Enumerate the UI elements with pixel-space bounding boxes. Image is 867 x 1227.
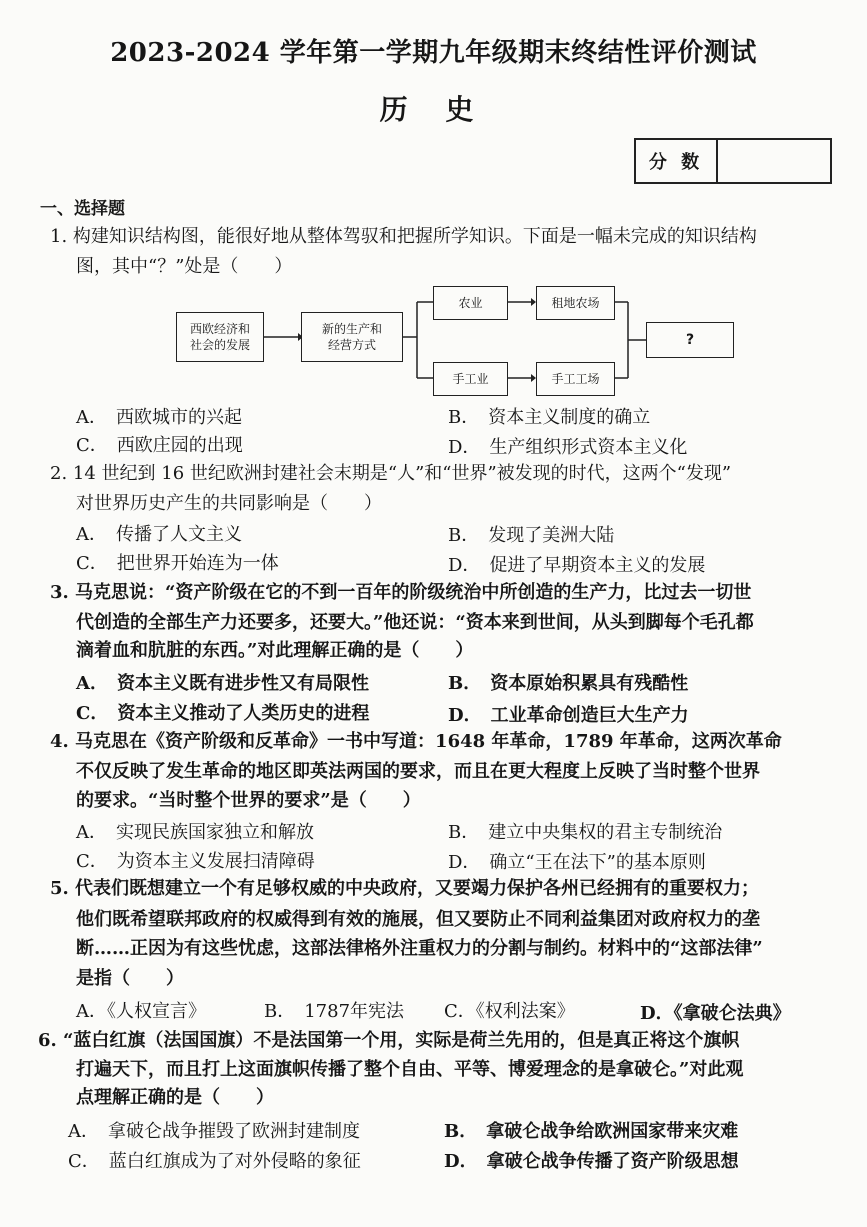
question-2-line-2: 对世界历史产生的共同影响是（ ） bbox=[76, 493, 382, 514]
q3-option-c[interactable]: C． 资本主义推动了人类历史的进程 bbox=[76, 703, 370, 724]
question-3-line-3: 滴着血和肮脏的东西。”对此理解正确的是（ ） bbox=[76, 640, 474, 661]
diagram-node-workshop: 手工工场 bbox=[536, 362, 615, 396]
diagram-node-tenant-farm: 租地农场 bbox=[536, 286, 615, 320]
diagram-node-production-line-1: 新的生产和 bbox=[321, 322, 382, 336]
question-6-line-3: 点理解正确的是（ ） bbox=[76, 1087, 274, 1108]
q5-option-a[interactable]: A．《人权宣言》 bbox=[76, 1001, 206, 1022]
q5-option-d[interactable]: D．《拿破仑法典》 bbox=[640, 1003, 791, 1024]
q1-option-a[interactable]: A． 西欧城市的兴起 bbox=[76, 407, 242, 428]
diagram-node-production-line-2: 经营方式 bbox=[327, 338, 376, 352]
question-4-line-2: 不仅反映了发生革命的地区即英法两国的要求，而且在更大程度上反映了当时整个世界 bbox=[76, 761, 760, 782]
q1-option-c[interactable]: C． 西欧庄园的出现 bbox=[76, 435, 243, 456]
q4-option-a[interactable]: A． 实现民族国家独立和解放 bbox=[76, 822, 314, 843]
q4-option-b[interactable]: B． 建立中央集权的君主专制统治 bbox=[448, 822, 723, 843]
diagram-node-economy bbox=[176, 312, 264, 362]
question-6-line-2: 打遍天下，而且打上这面旗帜传播了整个自由、平等、博爱理念的是拿破仑。”对此观 bbox=[76, 1059, 744, 1080]
diagram-node-unknown: ? bbox=[646, 322, 734, 358]
score-label: 分 数 bbox=[636, 140, 718, 182]
q6-option-b[interactable]: B． 拿破仑战争给欧洲国家带来灾难 bbox=[444, 1121, 739, 1142]
q2-option-a[interactable]: A． 传播了人文主义 bbox=[76, 524, 242, 545]
q5-option-b[interactable]: B． 1787年宪法 bbox=[264, 1001, 405, 1022]
q3-option-d[interactable]: D． 工业革命创造巨大生产力 bbox=[448, 705, 689, 726]
q6-option-c[interactable]: C． 蓝白红旗成为了对外侵略的象征 bbox=[68, 1151, 361, 1172]
diagram-node-handicraft: 手工业 bbox=[433, 362, 508, 396]
question-2-line-1: 2. 14 世纪到 16 世纪欧洲封建社会末期是“人”和“世界”被发现的时代，这两个“发现” bbox=[50, 463, 732, 484]
question-5-line-2: 他们既希望联邦政府的权威得到有效的施展，但又要防止不同利益集团对政府权力的垄 bbox=[76, 909, 760, 930]
q5-option-c[interactable]: C．《权利法案》 bbox=[444, 1001, 575, 1022]
question-5-line-3: 断……正因为有这些忧虑，这部法律格外注重权力的分割与制约。材料中的“这部法律” bbox=[76, 938, 763, 959]
question-3-line-2: 代创造的全部生产力还要多，还要大。”他还说：“资本来到世间，从头到脚每个毛孔都 bbox=[76, 612, 754, 633]
question-4-line-3: 的要求。“当时整个世界的要求”是（ ） bbox=[76, 790, 421, 811]
exam-title: 2023-2024 学年第一学期九年级期末终结性评价测试 bbox=[110, 38, 757, 68]
diagram-node-production bbox=[301, 312, 403, 362]
q4-option-c[interactable]: C． 为资本主义发展扫清障碍 bbox=[76, 851, 315, 872]
q4-option-d[interactable]: D． 确立“王在法下”的基本原则 bbox=[448, 852, 706, 873]
q1-option-d[interactable]: D． 生产组织形式资本主义化 bbox=[448, 437, 688, 458]
q3-option-a[interactable]: A． 资本主义既有进步性又有局限性 bbox=[76, 673, 369, 694]
question-5-line-1: 5. 代表们既想建立一个有足够权威的中央政府，又要竭力保护各州已经拥有的重要权力； bbox=[50, 878, 760, 899]
diagram-node-economy-line-2: 社会的发展 bbox=[189, 338, 250, 352]
q2-option-d[interactable]: D． 促进了早期资本主义的发展 bbox=[448, 555, 706, 576]
q3-option-b[interactable]: B． 资本原始积累具有残酷性 bbox=[448, 673, 689, 694]
q2-option-c[interactable]: C． 把世界开始连为一体 bbox=[76, 553, 279, 574]
question-1-line-1: 1. 构建知识结构图，能很好地从整体驾驭和把握所学知识。下面是一幅未完成的知识结构 bbox=[50, 226, 757, 247]
q2-option-b[interactable]: B． 发现了美洲大陆 bbox=[448, 525, 615, 546]
q6-option-d[interactable]: D． 拿破仑战争传播了资产阶级思想 bbox=[444, 1151, 739, 1172]
question-4-line-1: 4. 马克思在《资产阶级和反革命》一书中写道：1648 年革命，1789 年革命，这两次革命 bbox=[50, 731, 782, 752]
question-6-line-1: 6. “蓝白红旗（法国国旗）不是法国第一个用，实际是荷兰先用的，但是真正将这个旗帜 bbox=[38, 1030, 740, 1051]
question-3-line-1: 3. 马克思说：“资产阶级在它的不到一百年的阶级统治中所创造的生产力，比过去一切世 bbox=[50, 582, 752, 603]
diagram-node-economy-line-1: 西欧经济和 bbox=[189, 322, 250, 336]
section-heading: 一、选择题 bbox=[40, 199, 125, 219]
question-5-line-4: 是指（ ） bbox=[76, 968, 184, 989]
q6-option-a[interactable]: A． 拿破仑战争摧毁了欧洲封建制度 bbox=[68, 1121, 360, 1142]
subject-title: 历 史 bbox=[379, 93, 488, 126]
diagram-node-agriculture: 农业 bbox=[433, 286, 508, 320]
question-1-line-2: 图，其中“？”处是（ ） bbox=[76, 256, 293, 277]
q1-option-b[interactable]: B． 资本主义制度的确立 bbox=[448, 407, 651, 428]
